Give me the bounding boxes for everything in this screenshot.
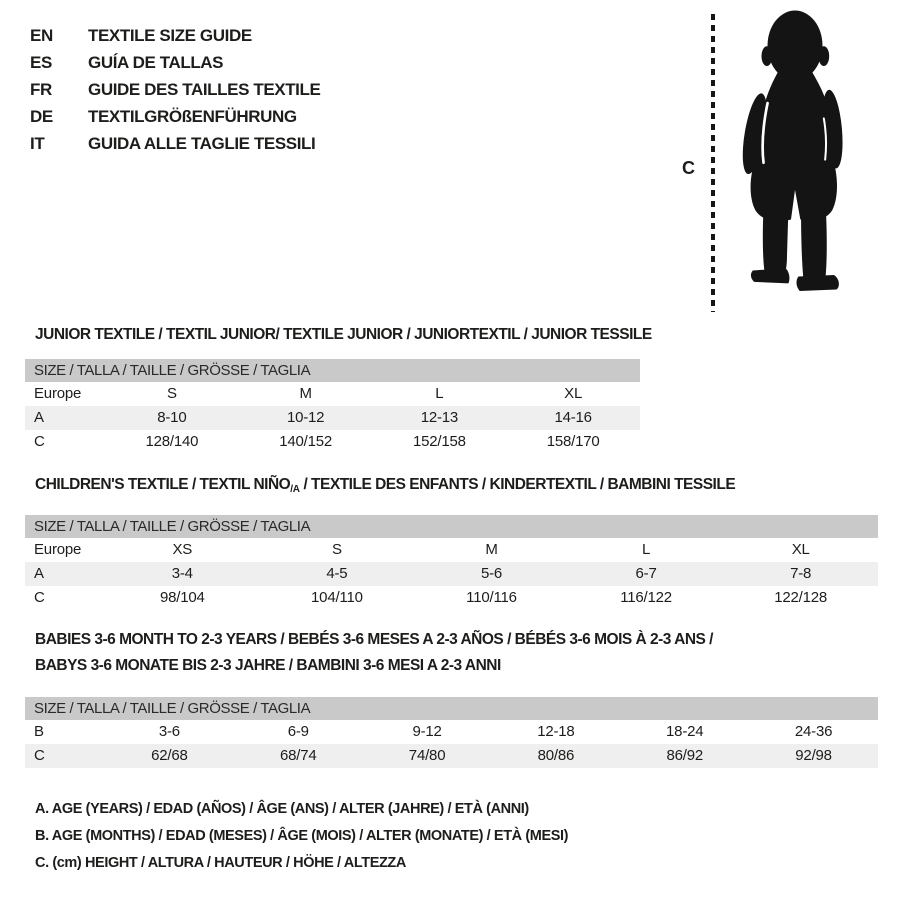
language-code: DE bbox=[30, 107, 53, 126]
children-title-post: / TEXTILE DES ENFANTS / KINDERTEXTIL / BAMBINI TESSILE bbox=[299, 476, 736, 493]
height-cell: 80/86 bbox=[537, 747, 575, 764]
height-cell: 140/152 bbox=[279, 433, 333, 450]
age-cell: 6-7 bbox=[635, 565, 657, 582]
table-row-europe bbox=[25, 538, 878, 562]
row-label: B bbox=[34, 723, 44, 740]
size-cell: XS bbox=[172, 541, 193, 558]
age-cell: 12-13 bbox=[420, 409, 459, 426]
language-row-en bbox=[30, 22, 320, 49]
size-header-bar: SIZE / TALLA / TAILLE / GRÖSSE / TAGLIA bbox=[25, 515, 878, 538]
row-label: Europe bbox=[34, 385, 82, 402]
height-cell: 158/170 bbox=[546, 433, 600, 450]
size-header-bar: SIZE / TALLA / TAILLE / GRÖSSE / TAGLIA bbox=[25, 697, 878, 720]
age-cell: 9-12 bbox=[412, 723, 442, 740]
age-cell: 14-16 bbox=[554, 409, 592, 426]
height-measure-label: C bbox=[682, 158, 695, 178]
children-title-pre: CHILDREN'S TEXTILE / TEXTIL NIÑO bbox=[35, 476, 291, 493]
age-cell: 24-36 bbox=[794, 723, 833, 740]
junior-size-table bbox=[25, 359, 640, 454]
age-cell: 8-10 bbox=[157, 409, 187, 426]
baby-silhouette-icon bbox=[726, 6, 860, 310]
legend-age-years: A. AGE (YEARS) / EDAD (AÑOS) / ÂGE (ANS) / ALTER (JAHRE) / ETÀ (ANNI) bbox=[35, 801, 529, 817]
babies-section-title-line2: BABYS 3-6 MONATE BIS 2-3 JAHRE / BAMBINI 3-6 MESI A 2-3 ANNI bbox=[35, 657, 501, 674]
size-cell: M bbox=[485, 541, 498, 558]
size-cell: XL bbox=[564, 385, 583, 402]
height-cell: 152/158 bbox=[412, 433, 466, 450]
age-cell: 4-5 bbox=[326, 565, 348, 582]
size-cell: S bbox=[166, 385, 177, 402]
guide-title: GUIDE DES TAILLES TEXTILE bbox=[88, 80, 321, 99]
babies-section-title-line1: BABIES 3-6 MONTH TO 2-3 YEARS / BEBÉS 3-6 MESES A 2-3 AÑOS / BÉBÉS 3-6 MOIS À 2-3 ANS / bbox=[35, 631, 713, 648]
size-cell: L bbox=[642, 541, 651, 558]
age-cell: 18-24 bbox=[666, 723, 704, 740]
row-label: C bbox=[34, 589, 45, 606]
age-cell: 3-4 bbox=[171, 565, 193, 582]
legend-height-cm: C. (cm) HEIGHT / ALTURA / HAUTEUR / HÖHE / ALTEZZA bbox=[35, 855, 406, 871]
guide-title: GUIDA ALLE TAGLIE TESSILI bbox=[88, 134, 316, 153]
height-cell: 68/74 bbox=[279, 747, 317, 764]
table-row-age bbox=[25, 406, 640, 430]
age-cell: 3-6 bbox=[158, 723, 180, 740]
height-cell: 116/122 bbox=[620, 589, 672, 606]
table-row-age bbox=[25, 562, 878, 586]
height-cell: 122/128 bbox=[774, 589, 828, 606]
table-row-height bbox=[25, 586, 878, 610]
row-label: C bbox=[34, 747, 45, 764]
language-row-fr bbox=[30, 76, 320, 103]
height-cell: 110/116 bbox=[466, 589, 517, 606]
age-cell: 7-8 bbox=[790, 565, 812, 582]
height-cell: 92/98 bbox=[795, 747, 832, 764]
size-header-bar: SIZE / TALLA / TAILLE / GRÖSSE / TAGLIA bbox=[25, 359, 640, 382]
row-label: Europe bbox=[34, 541, 82, 558]
language-row-es bbox=[30, 49, 320, 76]
age-cell: 10-12 bbox=[286, 409, 325, 426]
height-cell: 104/110 bbox=[311, 589, 363, 606]
size-cell: XL bbox=[791, 541, 810, 558]
children-title-subscript: /A bbox=[290, 484, 300, 495]
language-code: IT bbox=[30, 134, 45, 153]
height-dotted-line bbox=[711, 14, 715, 312]
language-title-list bbox=[30, 22, 320, 157]
table-row-height bbox=[25, 430, 640, 454]
age-cell: 6-9 bbox=[287, 723, 309, 740]
height-cell: 62/68 bbox=[151, 747, 188, 764]
size-cell: S bbox=[331, 541, 342, 558]
size-cell: L bbox=[435, 385, 444, 402]
guide-title: TEXTILGRÖßENFÜHRUNG bbox=[88, 107, 297, 126]
guide-title: GUÍA DE TALLAS bbox=[88, 53, 224, 72]
height-cell: 74/80 bbox=[408, 747, 446, 764]
row-label: A bbox=[34, 565, 44, 582]
junior-section-title: JUNIOR TEXTILE / TEXTIL JUNIOR/ TEXTILE JUNIOR / JUNIORTEXTIL / JUNIOR TESSILE bbox=[35, 326, 652, 343]
language-code: EN bbox=[30, 26, 53, 45]
row-label: C bbox=[34, 433, 45, 450]
height-cell: 98/104 bbox=[159, 589, 205, 606]
table-row-age-months bbox=[25, 720, 878, 744]
table-row-height bbox=[25, 744, 878, 768]
language-row-de bbox=[30, 103, 320, 130]
language-code: FR bbox=[30, 80, 52, 99]
children-section-title bbox=[35, 476, 735, 495]
legend-age-months: B. AGE (MONTHS) / EDAD (MESES) / ÂGE (MOIS) / ALTER (MONATE) / ETÀ (MESI) bbox=[35, 828, 569, 844]
measure-legend bbox=[35, 796, 568, 877]
age-cell: 12-18 bbox=[537, 723, 575, 740]
height-cell: 86/92 bbox=[666, 747, 703, 764]
row-label: A bbox=[34, 409, 44, 426]
height-cell: 128/140 bbox=[145, 433, 199, 450]
language-code: ES bbox=[30, 53, 52, 72]
language-row-it bbox=[30, 130, 320, 157]
age-cell: 5-6 bbox=[480, 565, 503, 582]
size-cell: M bbox=[299, 385, 312, 402]
table-row-europe bbox=[25, 382, 640, 406]
guide-title: TEXTILE SIZE GUIDE bbox=[88, 26, 252, 45]
babies-size-table bbox=[25, 697, 878, 768]
children-size-table bbox=[25, 515, 878, 610]
